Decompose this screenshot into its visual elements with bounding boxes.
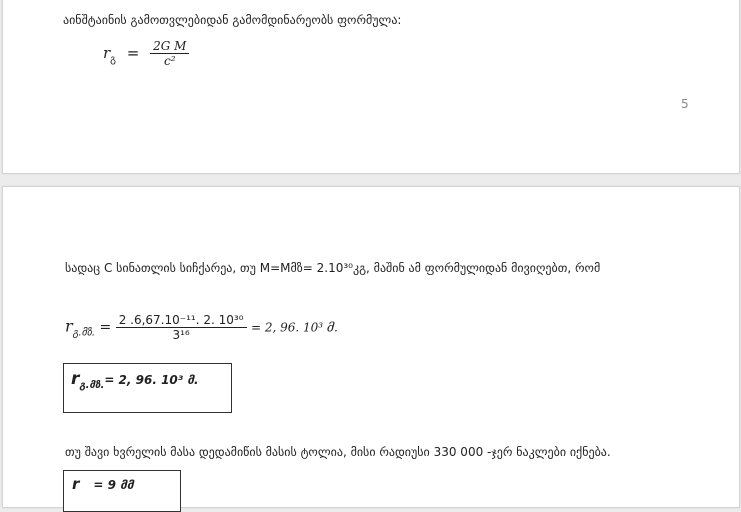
boxed-result-line: [71, 369, 199, 391]
page-number: 5: [681, 97, 689, 111]
calc-result: = 2, 96. 10³ მ.: [250, 320, 338, 335]
formula-denominator: c²: [164, 54, 176, 68]
intro-text: აინშტაინის გამოთვლებიდან გამომდინარეობს ფორმულა:: [63, 13, 402, 27]
formula-numerator: 2G M: [150, 39, 189, 54]
calc-fraction: [116, 313, 247, 342]
boxed-value: = 2, 96. 10³ მ.: [104, 373, 199, 387]
boxed-result: [63, 363, 232, 413]
calc-lhs-subscript: გ.მზ.: [72, 327, 96, 339]
gravitational-radius-formula: [103, 39, 189, 68]
calc-numerator: 2 .6,67.10⁻¹¹. 2. 10³⁰: [116, 313, 247, 328]
calc-denominator: 3¹⁶: [172, 328, 190, 342]
boxed-lhs: r: [71, 369, 80, 389]
calc-equals: =: [99, 319, 112, 336]
boxed-partial-line: [72, 475, 134, 493]
document-page-1: [2, 0, 740, 174]
formula-lhs: r: [103, 44, 111, 62]
formula-equals: =: [126, 44, 140, 62]
boxed-lhs-subscript: გ.მზ.: [79, 379, 105, 391]
boxed-partial-result: [63, 470, 181, 512]
where-text: სადაც C სინათლის სიჩქარეა, თუ M=Mმზ= 2.10³⁰კგ, მაშინ ამ ფორმულიდან მივიღებთ, რომ: [65, 261, 601, 275]
calc-lhs: r: [65, 316, 73, 336]
earth-text: თუ შავი ხვრელის მასა დედამიწის მასის ტოლია, მისი რადიუსი 330 000 -ჯერ ნაკლები იქნება.: [65, 445, 611, 459]
boxed-partial-value: = 9 მმ: [93, 478, 134, 492]
formula-lhs-subscript: გ: [110, 54, 116, 65]
solar-radius-calculation: [65, 313, 338, 342]
formula-fraction: [150, 39, 189, 68]
boxed-partial-lhs: r: [72, 475, 80, 493]
document-page-2: [2, 186, 740, 508]
